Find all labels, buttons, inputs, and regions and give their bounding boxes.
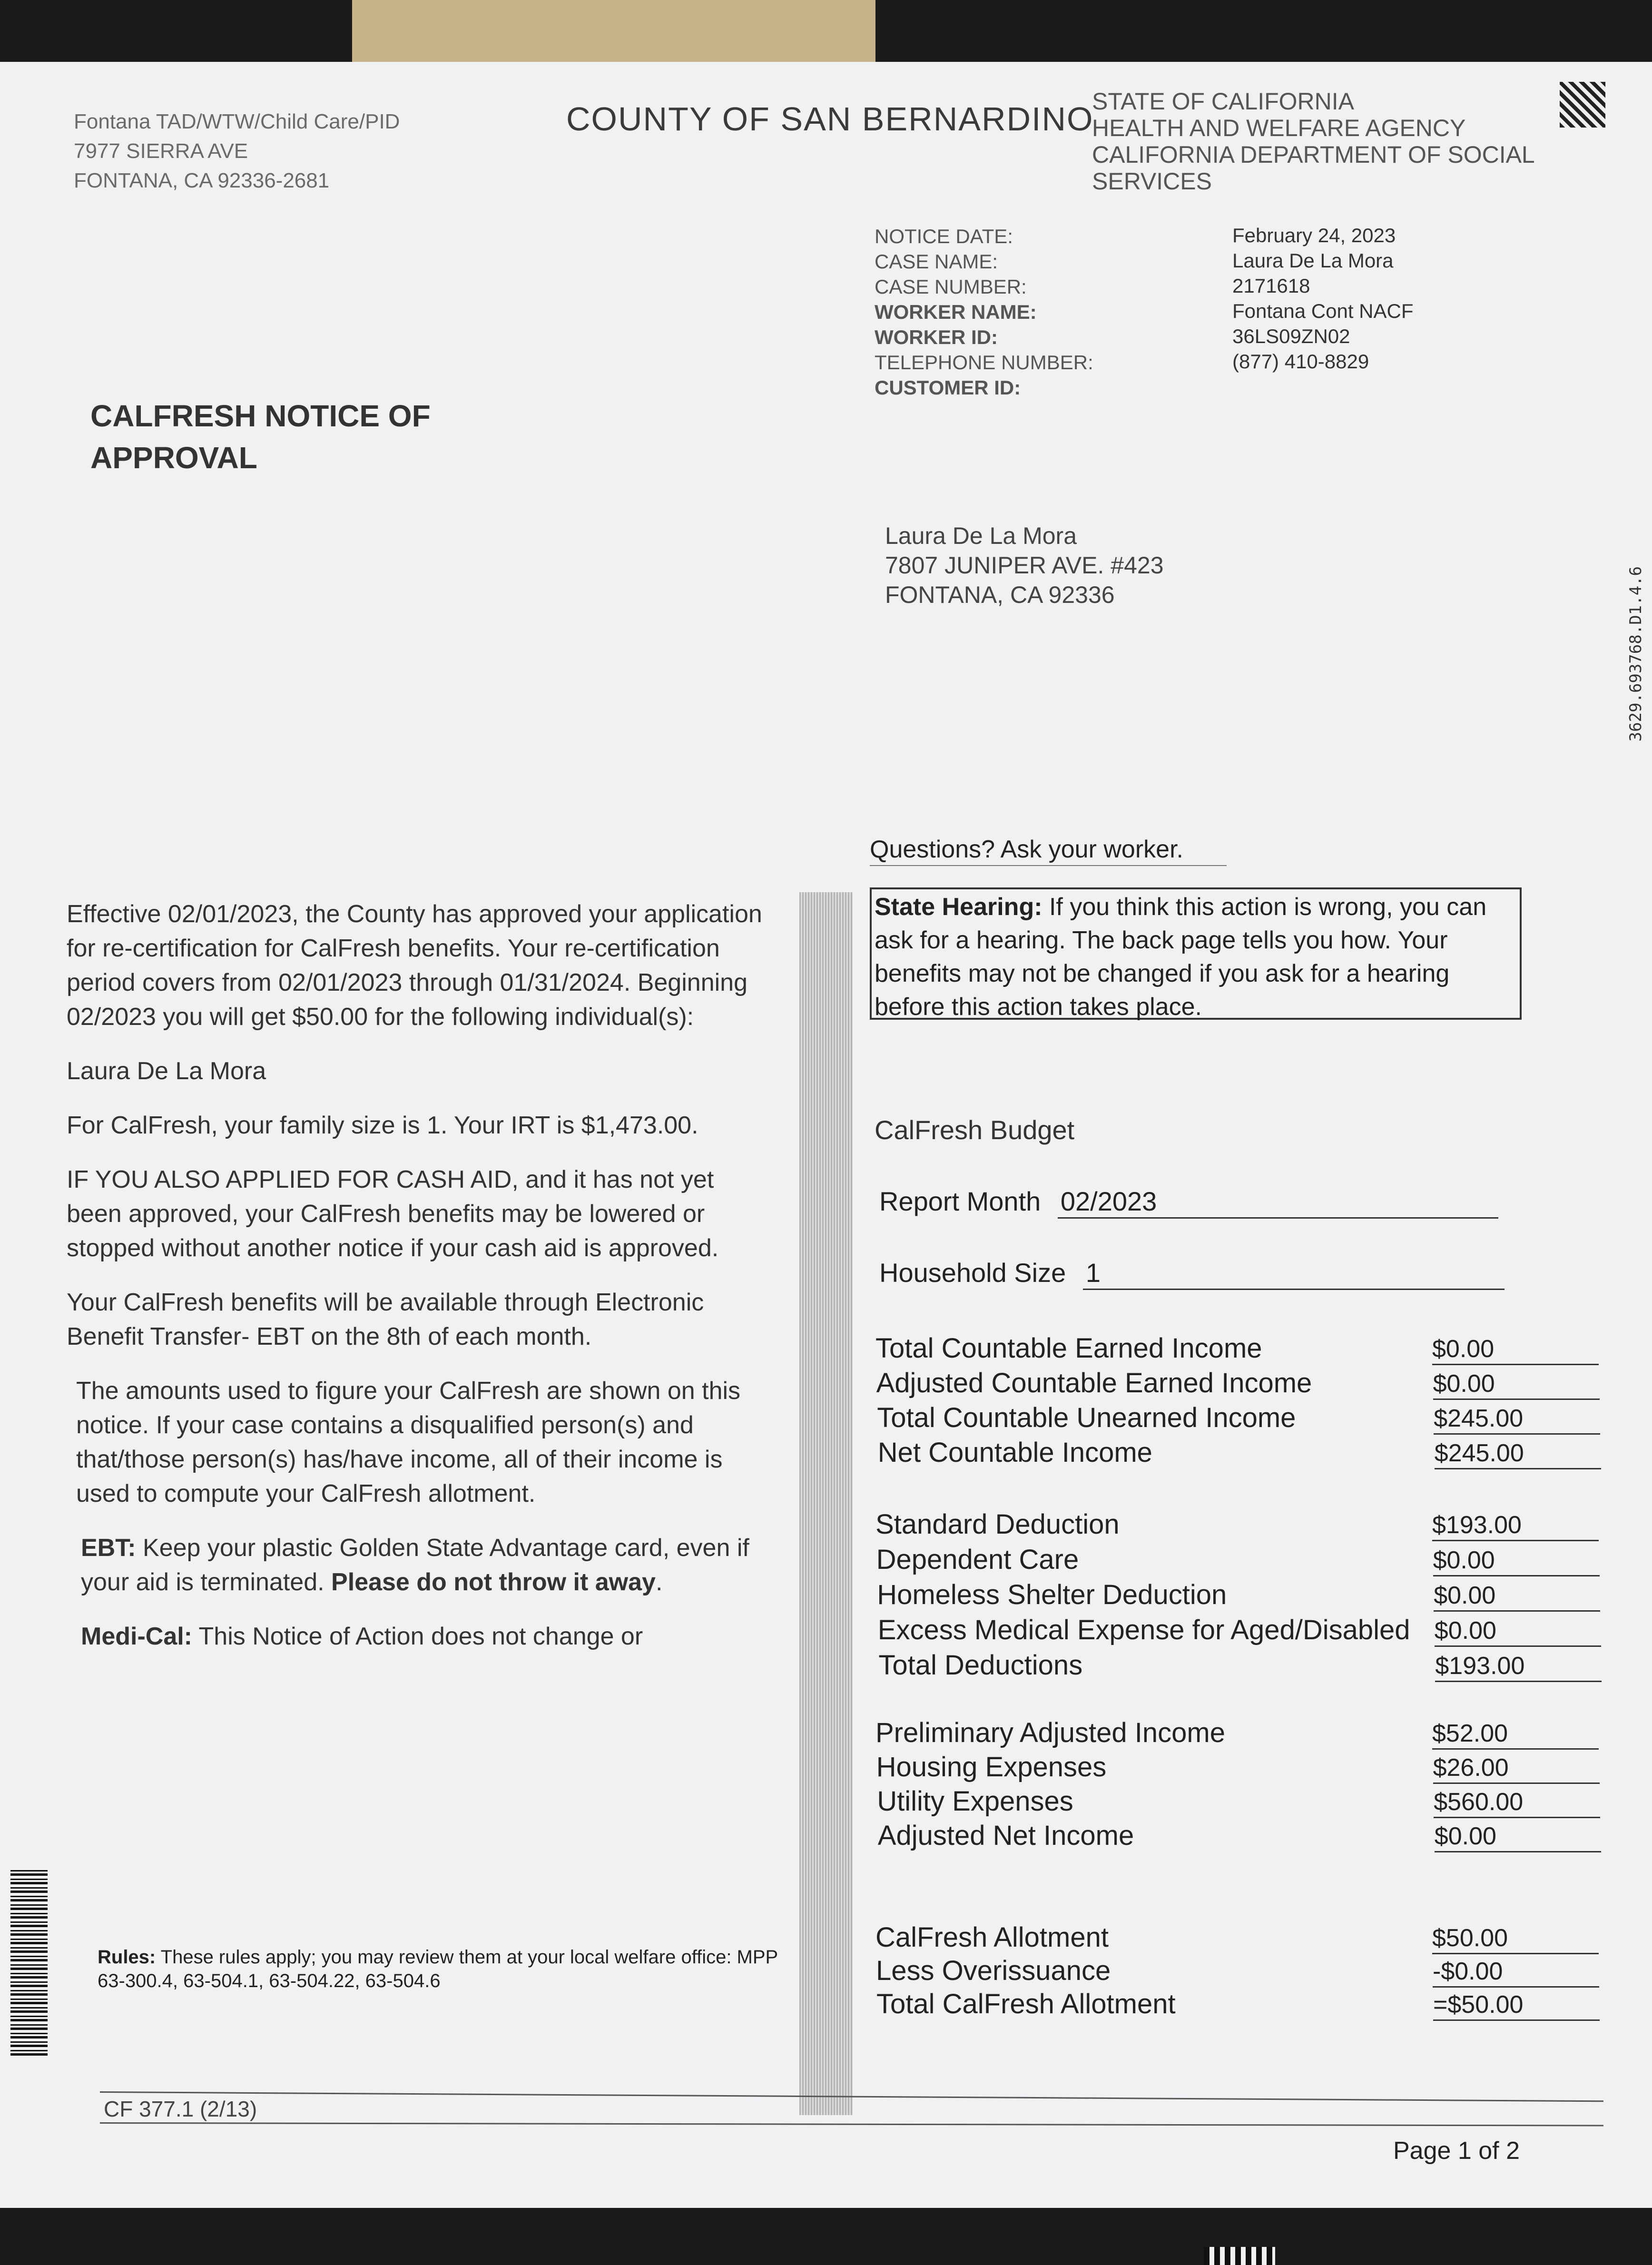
ebt-end: . [655, 1568, 663, 1596]
footer-rule [100, 2122, 1603, 2127]
report-month-label: Report Month [879, 1186, 1041, 1216]
divider [870, 865, 1227, 866]
agency-city: FONTANA, CA 92336-2681 [74, 169, 330, 192]
column-divider [799, 892, 853, 2115]
budget-line-label: Housing Expenses [876, 1752, 1107, 1782]
budget-line-label: Adjusted Net Income [877, 1820, 1134, 1851]
budget-line-label: Excess Medical Expense for Aged/Disabled [877, 1615, 1410, 1645]
case-number-label: CASE NUMBER: [875, 276, 1027, 298]
household-size-value: 1 [1083, 1257, 1504, 1290]
budget-line-value: -$0.00 [1433, 1957, 1599, 1988]
budget-line-value: $0.00 [1432, 1334, 1599, 1365]
budget-line-value: $193.00 [1435, 1651, 1602, 1682]
agency-office: Fontana TAD/WTW/Child Care/PID [74, 110, 400, 133]
budget-line-value: $52.00 [1432, 1719, 1599, 1750]
case-name-value: Laura De La Mora [1232, 249, 1394, 272]
state-hearing-box [870, 887, 1522, 1020]
household-size-label: Household Size [879, 1258, 1066, 1288]
document-title [90, 395, 431, 479]
case-info-values [1232, 223, 1414, 374]
approval-paragraph: Effective 02/01/2023, the County has approved your application for re-certification for CalFresh benefits. Your re-certification period covers from 02/01/2023 through 01/31/2024. Beginning 02/2023 you will get $50.00 for the following individual(s): [67, 900, 762, 1031]
budget-line-value: $0.00 [1435, 1822, 1601, 1852]
budget-line-value: $0.00 [1433, 1369, 1600, 1400]
notice-date-label: NOTICE DATE: [875, 225, 1013, 247]
budget-line-label: Dependent Care [876, 1544, 1079, 1575]
budget-line-label: Total Countable Earned Income [875, 1333, 1262, 1364]
family-size-paragraph: For CalFresh, your family size is 1. Your IRT is $1,473.00. [67, 1112, 698, 1139]
medical-label: Medi-Cal: [81, 1623, 192, 1650]
side-code-text: 3629.693768.D1.4.6 [1626, 566, 1645, 742]
county-name: COUNTY OF SAN BERNARDINO [566, 100, 1094, 138]
budget-title: CalFresh Budget [875, 1115, 1075, 1145]
page-number: Page 1 of 2 [1393, 2137, 1520, 2165]
ebt-warning: Please do not throw it away [331, 1568, 656, 1596]
medical-text: This Notice of Action does not change or [192, 1623, 643, 1650]
budget-line-value: $26.00 [1433, 1753, 1600, 1784]
questions-note: Questions? Ask your worker. [870, 836, 1183, 863]
state-line: CALIFORNIA DEPARTMENT OF SOCIAL [1092, 141, 1535, 168]
amounts-paragraph: The amounts used to figure your CalFresh are shown on this notice. If your case contains a disqualified person(s) and that/those person(s) has/have income, all of their income is used to compute your CalFresh allotment. [76, 1377, 741, 1507]
title-line: CALFRESH NOTICE OF [90, 399, 431, 433]
recipient-name: Laura De La Mora [885, 522, 1077, 549]
budget-line-label: Standard Deduction [875, 1509, 1120, 1540]
telephone-label: TELEPHONE NUMBER: [875, 351, 1093, 374]
ebt-availability-paragraph: Your CalFresh benefits will be available through Electronic Benefit Transfer- EBT on the 8th of each month. [67, 1289, 704, 1350]
state-line: HEALTH AND WELFARE AGENCY [1092, 115, 1466, 141]
budget-line-value: =$50.00 [1433, 1990, 1600, 2021]
budget-line-label: Less Overissuance [876, 1955, 1111, 1986]
rules-label: Rules: [98, 1947, 156, 1968]
case-number-value: 2171618 [1232, 275, 1310, 297]
background-object [352, 0, 875, 71]
medical-paragraph [67, 1619, 771, 1654]
budget-line-label: Adjusted Countable Earned Income [876, 1368, 1312, 1398]
recipient-street: 7807 JUNIPER AVE. #423 [885, 552, 1164, 579]
qr-code-icon [1560, 82, 1605, 128]
rules-note [98, 1945, 802, 1993]
case-info-labels [875, 224, 1093, 400]
ebt-text: Keep your plastic Golden State Advantage card, even if your aid is terminated. [81, 1534, 749, 1596]
side-tracking-code [1626, 566, 1645, 776]
budget-line-value: $0.00 [1433, 1546, 1600, 1576]
agency-street: 7977 SIERRA AVE [74, 139, 248, 163]
budget-line-label: Utility Expenses [877, 1786, 1073, 1817]
notice-body [67, 897, 771, 1674]
budget-line-value: $560.00 [1434, 1787, 1600, 1818]
budget-line-value: $0.00 [1434, 1581, 1600, 1612]
form-number: CF 377.1 (2/13) [104, 2097, 257, 2121]
case-name-label: CASE NAME: [875, 250, 998, 273]
report-month-row [879, 1186, 1498, 1219]
budget-line-label: Total Deductions [878, 1650, 1083, 1681]
worker-id-value: 36LS09ZN02 [1232, 325, 1350, 347]
state-agency-block [1092, 88, 1535, 195]
title-line: APPROVAL [90, 441, 257, 475]
budget-line-value: $245.00 [1435, 1438, 1601, 1469]
budget-line-label: Homeless Shelter Deduction [877, 1579, 1227, 1610]
hearing-label: State Hearing: [875, 893, 1042, 921]
barcode-icon [10, 1870, 48, 2056]
recipient-city: FONTANA, CA 92336 [885, 581, 1115, 608]
ebt-label: EBT: [81, 1534, 136, 1562]
budget-line-label: Total Countable Unearned Income [877, 1402, 1296, 1433]
budget-line-label: Total CalFresh Allotment [876, 1989, 1176, 2019]
budget-line-label: Net Countable Income [877, 1437, 1152, 1468]
report-month-value: 02/2023 [1058, 1186, 1498, 1219]
budget-line-value: $50.00 [1432, 1923, 1599, 1954]
worker-name-value: Fontana Cont NACF [1232, 300, 1414, 322]
cash-aid-paragraph: IF YOU ALSO APPLIED FOR CASH AID, and it has not yet been approved, your CalFresh benefits may be lowered or stopped without another notice if your cash aid is approved. [67, 1166, 719, 1262]
worker-id-label: WORKER ID: [875, 326, 998, 348]
budget-line-value: $0.00 [1435, 1616, 1601, 1647]
customer-id-label: CUSTOMER ID: [875, 376, 1021, 399]
rules-text: These rules apply; you may review them at your local welfare office: MPP 63-300.4, 63-504.1, 63-504.22, 63-504.6 [98, 1947, 778, 1991]
hearing-text: If you think this action is wrong, you can ask for a hearing. The back page tells you how. Your benefits may not be changed if you ask for a hearing before this action takes place. [875, 893, 1487, 1021]
telephone-value: (877) 410-8829 [1232, 350, 1369, 373]
state-line: STATE OF CALIFORNIA [1092, 88, 1354, 115]
notice-page [0, 62, 1652, 2208]
budget-line-label: Preliminary Adjusted Income [875, 1717, 1225, 1748]
budget-line-label: CalFresh Allotment [875, 1922, 1109, 1953]
ebt-paragraph [67, 1531, 771, 1599]
budget-line-value: $193.00 [1432, 1510, 1599, 1541]
worker-name-label: WORKER NAME: [875, 301, 1037, 323]
recipient-address [885, 521, 1164, 610]
individual-name: Laura De La Mora [67, 1057, 266, 1085]
budget-line-value: $245.00 [1434, 1404, 1600, 1435]
state-line: SERVICES [1092, 168, 1212, 195]
agency-address [74, 107, 400, 196]
household-size-row [879, 1257, 1504, 1290]
small-barcode-icon [1204, 2247, 1275, 2265]
notice-date-value: February 24, 2023 [1232, 224, 1396, 246]
